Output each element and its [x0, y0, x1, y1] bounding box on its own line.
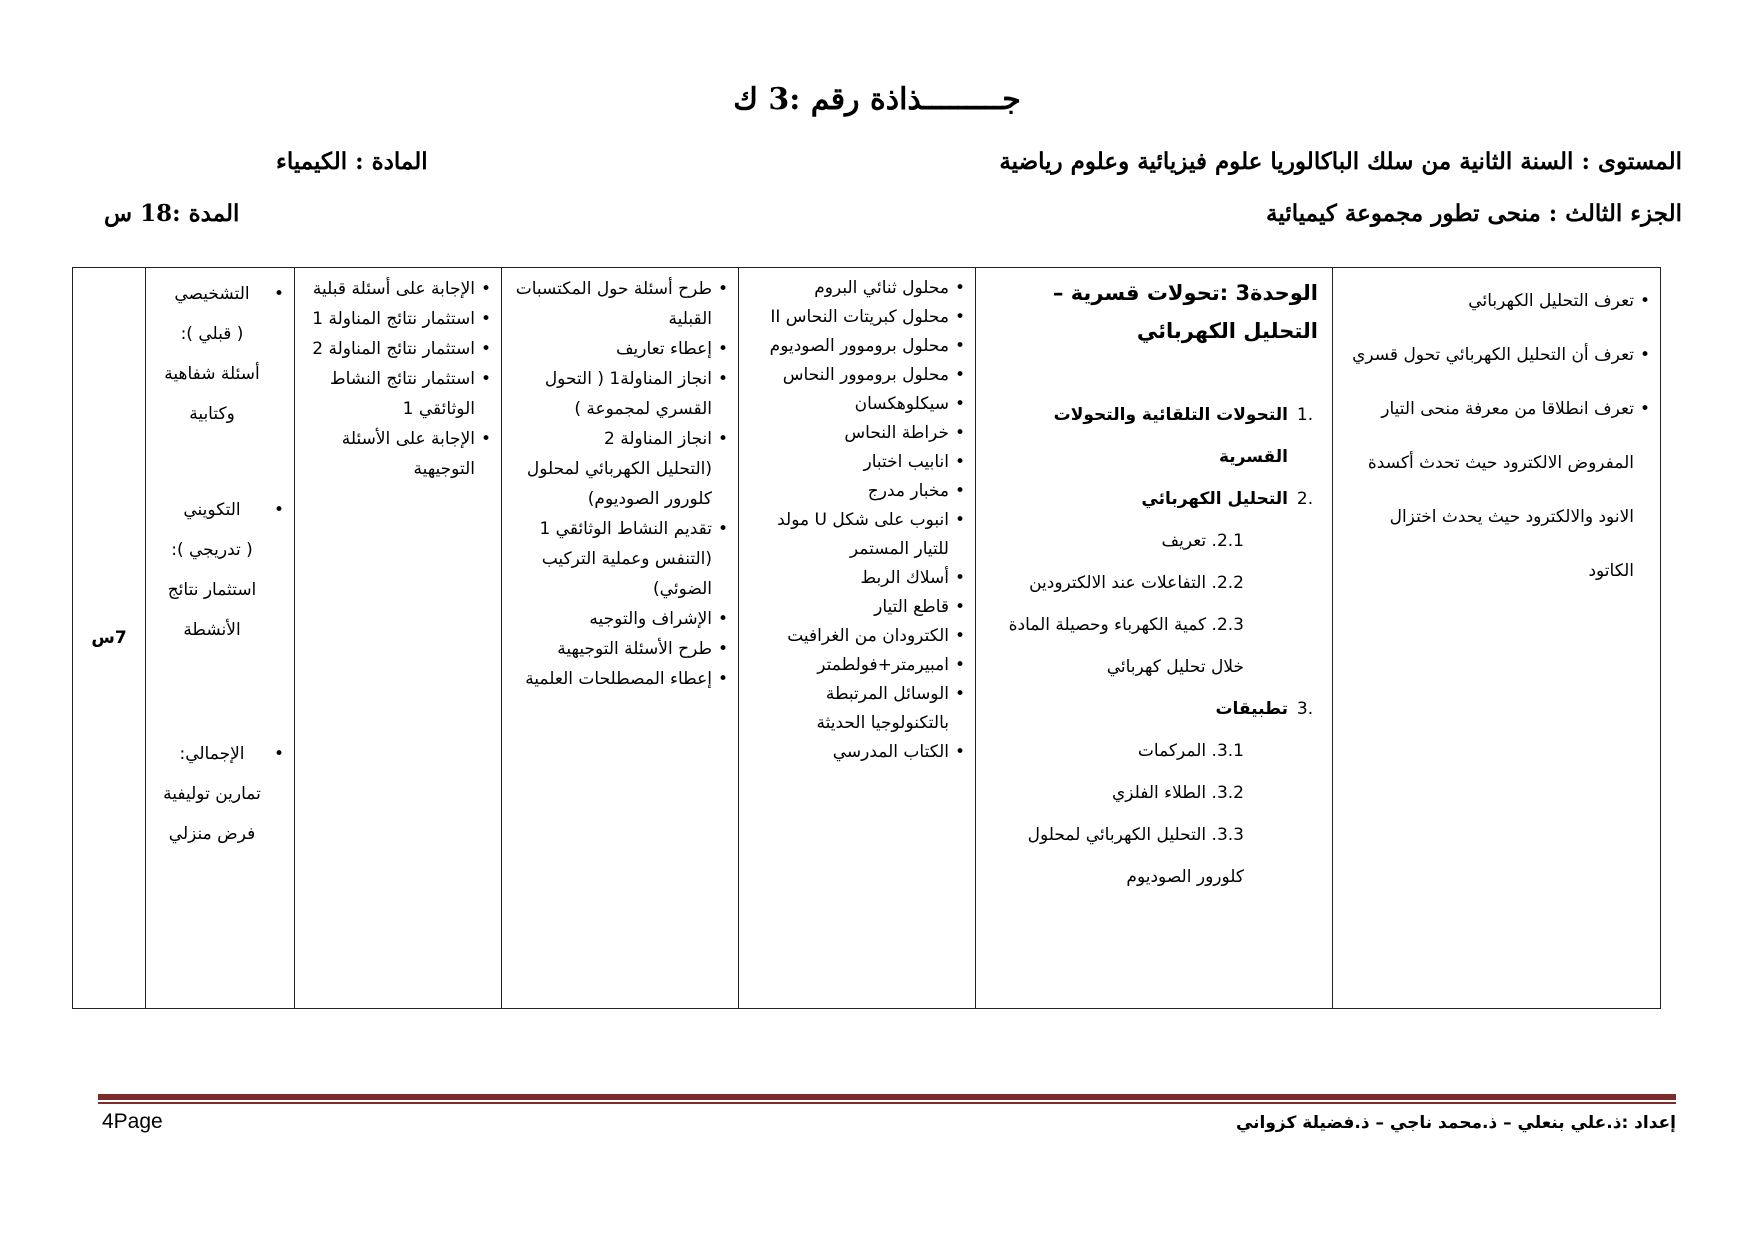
- tool-item: • قاطع التيار: [749, 593, 965, 622]
- evaluation-cell: [146, 268, 295, 1009]
- evaluation-formative: [156, 490, 284, 650]
- tool-item: • محلول بروموور النحاس: [749, 361, 965, 390]
- document-title: جـــــــــذاذة رقم :3 ك: [733, 82, 1021, 117]
- unit-subitem: 2.1. تعريف: [1161, 531, 1244, 551]
- tool-item: • امبيرمتر+فولطمتر: [749, 651, 965, 680]
- unit-item-text: تطبيقات: [1215, 699, 1288, 719]
- teacher-activity-item: • انجاز المناولة1 ( التحول القسري لمجموعة ): [512, 364, 728, 424]
- unit-subitem: 3.1. المركمات: [1137, 741, 1244, 761]
- tool-item: • انابيب اختبار: [749, 448, 965, 477]
- tools-cell: [739, 268, 976, 1009]
- evaluation-line: تمارين توليفية: [163, 784, 261, 804]
- teacher-activity-item: (التحليل الكهربائي لمحلول كلورور الصوديوم): [526, 459, 712, 509]
- lesson-plan-table: [72, 267, 1661, 1009]
- unit-subitem: 3.3. التحليل الكهربائي لمحلول كلورور الصوديوم: [1027, 825, 1244, 887]
- tool-item: • محلول بروموور الصوديوم: [749, 332, 965, 361]
- tool-item: • الوسائل المرتبطة بالتكنولوجيا الحديثة: [749, 680, 965, 738]
- learner-activities-cell: [295, 268, 502, 1009]
- unit-item-text: التحولات التلقائية والتحولات القسرية: [1053, 405, 1288, 467]
- unit-subitem: 3.2. الطلاء الفلزي: [1111, 783, 1244, 803]
- tool-item: • سيكلوهكسان: [749, 390, 965, 419]
- evaluation-line: • التكويني: [156, 490, 284, 530]
- unit-title: الوحدة3 :تحولات قسرية – التحليل الكهربائي: [1052, 281, 1318, 343]
- evaluation-line: • الإجمالي:: [156, 734, 284, 774]
- unit-subitem: 2.2. التفاعلات عند الالكترودين: [1029, 573, 1244, 593]
- unit-item-number: .3: [1296, 699, 1314, 719]
- tool-item: • الكترودان من الغرافيت: [749, 622, 965, 651]
- learner-activity-item: • استثمار نتائج المناولة 2: [305, 334, 491, 364]
- subject-line: المادة : الكيمياء: [276, 148, 428, 175]
- footer-rule-thin: [98, 1102, 1676, 1104]
- teacher-activity-item: • إعطاء المصطلحات العلمية: [512, 664, 728, 694]
- tool-item: • محلول كبريتات النحاس II: [749, 303, 965, 332]
- learner-activity-item: • الإجابة على أسئلة قبلية: [305, 274, 491, 304]
- evaluation-line: فرض منزلي: [168, 824, 256, 844]
- learner-activity-item: • استثمار نتائج النشاط الوثائقي 1: [305, 364, 491, 424]
- tool-item: • محلول ثنائي البروم: [749, 274, 965, 303]
- objectives-cell: [1333, 268, 1661, 1009]
- unit-item-number: .2: [1296, 489, 1314, 509]
- duration-line: المدة :18 س: [104, 200, 240, 227]
- teacher-activity-item: • تقديم النشاط الوثائقي 1 (التنفس وعملية التركيب الضوئي): [512, 514, 728, 604]
- unit-item: [986, 394, 1322, 478]
- evaluation-line: أسئلة شفاهية: [164, 364, 260, 384]
- unit-subitem: 2.3. كمية الكهرباء وحصيلة المادة خلال تحليل كهربائي: [1008, 615, 1244, 677]
- evaluation-line: وكتابية: [189, 404, 235, 424]
- authors-line: إعداد :ذ.علي بنعلي – ذ.محمد ناجي – ذ.فضيلة كزواني: [1235, 1113, 1676, 1133]
- evaluation-line: • التشخيصي: [156, 274, 284, 314]
- unit-item-text: التحليل الكهربائي: [1141, 489, 1288, 509]
- evaluation-line: ( قبلي ):: [180, 324, 244, 344]
- learner-activity-item: • استثمار نتائج المناولة 1: [305, 304, 491, 334]
- teacher-activity-item: • انجاز المناولة 2: [512, 424, 728, 454]
- duration-cell: 7س: [73, 268, 146, 1009]
- tool-item: • انبوب على شكل U مولد للتيار المستمر: [749, 506, 965, 564]
- tool-item: • مخبار مدرج: [749, 477, 965, 506]
- unit-cell: [976, 268, 1333, 1009]
- learner-activity-item: • الإجابة على الأسئلة التوجيهية: [305, 424, 491, 484]
- tool-item: • خراطة النحاس: [749, 419, 965, 448]
- objective-item: • تعرف التحليل الكهربائي: [1343, 274, 1650, 328]
- teacher-activity-item: • الإشراف والتوجيه: [512, 604, 728, 634]
- tool-item: • الكتاب المدرسي: [749, 738, 965, 767]
- unit-item: [986, 478, 1322, 520]
- objective-item: • تعرف انطلاقا من معرفة منحى التيار المفروض الالكترود حيث تحدث أكسدة الانود والالكترود حيث يحدث اختزال الكاتود: [1343, 382, 1650, 598]
- footer-rule: [98, 1094, 1676, 1100]
- evaluation-summative: [156, 734, 284, 854]
- evaluation-line: استثمار نتائج: [167, 580, 257, 600]
- page-number: 4Page: [102, 1110, 163, 1133]
- evaluation-line: الأنشطة: [183, 620, 241, 640]
- unit-item: [986, 688, 1322, 730]
- objective-item: • تعرف أن التحليل الكهربائي تحول قسري: [1343, 328, 1650, 382]
- teacher-activity-item: • طرح أسئلة حول المكتسبات القبلية: [512, 274, 728, 334]
- teacher-activity-item: • إعطاء تعاريف: [512, 334, 728, 364]
- teacher-activity-item: • طرح الأسئلة التوجيهية: [512, 634, 728, 664]
- evaluation-line: ( تدريجي ):: [171, 540, 253, 560]
- tool-item: • أسلاك الربط: [749, 564, 965, 593]
- evaluation-diagnostic: [156, 274, 284, 434]
- unit-item-number: .1: [1296, 405, 1314, 425]
- part-line: الجزء الثالث : منحى تطور مجموعة كيميائية: [1266, 200, 1682, 227]
- teacher-activities-cell: [502, 268, 739, 1009]
- level-line: المستوى : السنة الثانية من سلك الباكالوريا علوم فيزيائية وعلوم رياضية: [999, 148, 1682, 175]
